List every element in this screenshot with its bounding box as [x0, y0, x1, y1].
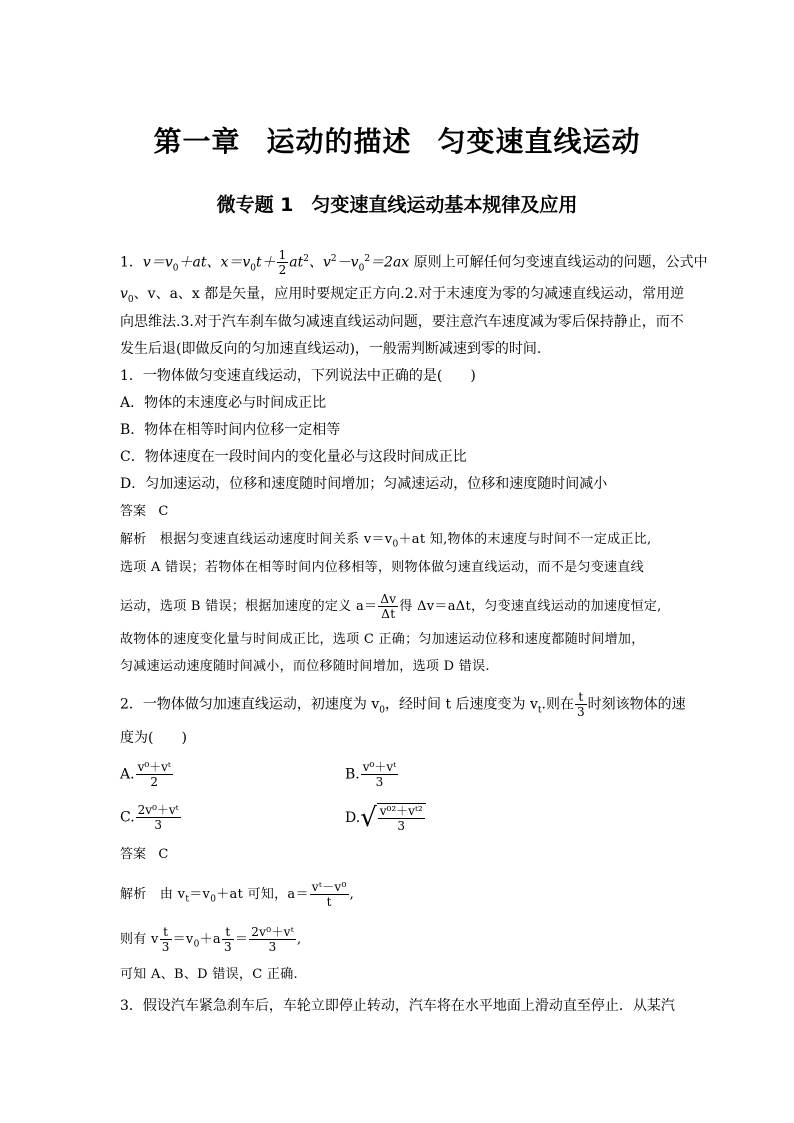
- chapter-name-1: 运动的描述: [266, 125, 412, 158]
- accel-fraction: $\frac{\Delta v}{\Delta t}$: [380, 592, 397, 621]
- q1-option-a: A．物体的末速度必与时间成正比: [120, 395, 327, 411]
- t-third-fraction: $\frac{t}{3}$: [576, 690, 585, 719]
- q2-analysis-2: 则有 v $\frac{t}{3}$ $=v_0+a$ $\frac{t}{3}$ ＝ $\frac{\text{2v⁰＋vᵗ}}{3}$ ,: [120, 925, 302, 954]
- chapter-title: [0, 120, 794, 160]
- intro-line-3: 向思维法.3.对于汽车刹车做匀减速直线运动问题，要注意汽车速度减为零后保持静止，而不: [120, 314, 684, 330]
- intro-line-2: $v_0$、v、a、x 都是矢量，应用时要规定正方向.2.对于末速度为零的匀减速直线运动，常用逆: [120, 286, 685, 305]
- q1-analysis-3: 运动，选项 B 错误；根据加速度的定义 a＝ $\frac{\Delta v}{\Delta t}$ 得 Δv＝aΔt，匀变速直线运动的加速度恒定,: [120, 592, 662, 621]
- q2-analysis-1: 解析 由 $v_t=v_0+at$ 可知，a＝ $\frac{\text{vᵗ－v⁰}}{t}$ ,: [120, 880, 355, 909]
- q2-option-c: C. $\frac{\text{2v⁰＋vᵗ}}{3}$: [120, 803, 179, 832]
- sqrt-symbol: √ $\frac{\text{v⁰²＋vᵗ²}}{3}$: [360, 803, 426, 833]
- q1-answer: 答案 C: [120, 504, 169, 519]
- q1-analysis-4: 故物体的速度变化量与时间成正比，选项 C 正确；匀加速运动位移和速度都随时间增加，: [120, 632, 645, 647]
- chapter-name-2: 匀变速直线运动: [437, 125, 641, 158]
- q2-analysis-3: 可知 A、B、D 错误，C 正确.: [120, 967, 298, 982]
- q1-option-b: B．物体在相等时间内位移一定相等: [120, 422, 341, 438]
- topic-name: 匀变速直线运动基本规律及应用: [311, 194, 578, 216]
- topic-number: 微专题 1: [216, 194, 294, 216]
- half-fraction: $\frac{1}{2}$: [278, 248, 287, 277]
- q1-option-c: C．物体速度在一段时间内的变化量必与这段时间成正比: [120, 449, 467, 465]
- q2-answer: 答案 C: [120, 847, 169, 862]
- q1-analysis-1: 解析 根据匀变速直线运动速度时间关系 $v=v_0+at$ 知,物体的末速度与时间不一定成正比,: [120, 532, 652, 550]
- topic-title: [0, 190, 794, 217]
- q2-option-a: A. $\frac{\text{v⁰＋vᵗ}}{2}$: [120, 760, 171, 789]
- chapter-number: 第一章: [153, 125, 241, 158]
- q2-option-d: D.√ $\frac{\text{v⁰²＋vᵗ²}}{3}$: [345, 803, 426, 833]
- intro-line-1: 1．$v=v_0+at$、$x=v_0t+$ $\frac{1}{2}$ $at^2$、$v^2-v_0^2=2ax$ 原则上可解任何匀变速直线运动的问题，公式中: [120, 248, 708, 277]
- q3-stem: 3．假设汽车紧急刹车后，车轮立即停止转动，汽车将在水平地面上滑动直至停止．从某汽: [120, 998, 675, 1014]
- q1-analysis-2: 选项 A 错误；若物体在相等时间内位移相等，则物体做匀速直线运动，而不是匀变速直线: [120, 560, 644, 575]
- q1-stem: 1．一物体做匀变速直线运动，下列说法中正确的是( ): [120, 368, 476, 384]
- q2-stem-2: 度为( ): [120, 730, 187, 746]
- intro-line-4: 发生后退(即做反向的匀加速直线运动)，一般需判断减速到零的时间.: [120, 341, 542, 357]
- q2-stem-1: 2．一物体做匀加速直线运动，初速度为 $v_0$，经时间 t 后速度变为 $v_t$.则在 $\frac{t}{3}$ 时刻该物体的速: [120, 690, 686, 719]
- q1-option-d: D．匀加速运动，位移和速度随时间增加；匀减速运动，位移和速度随时间减小: [120, 476, 608, 492]
- q2-option-b: B. $\frac{\text{v⁰＋vᵗ}}{3}$: [345, 760, 397, 789]
- q1-analysis-5: 匀减速运动速度随时间减小，而位移随时间增加，选项 D 错误.: [120, 659, 490, 674]
